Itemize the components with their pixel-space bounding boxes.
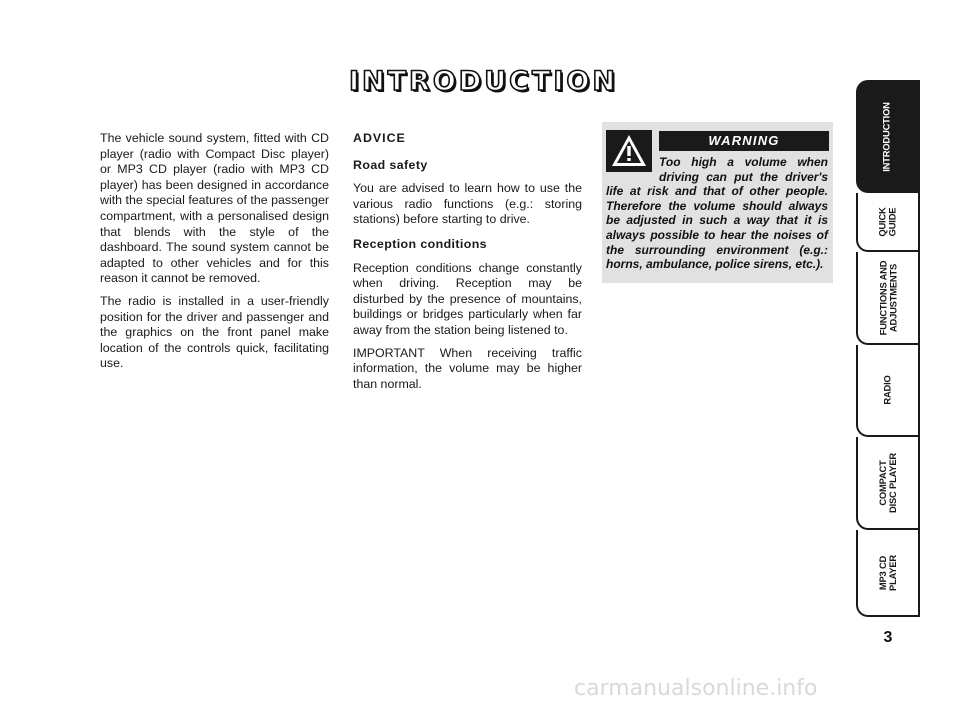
tab-mp3-cd-player[interactable] xyxy=(856,530,918,617)
tab-rail xyxy=(918,80,920,617)
warning-box xyxy=(602,122,833,283)
watermark: carmanualsonline.info xyxy=(574,676,818,701)
page-number: 3 xyxy=(883,629,893,646)
tab-label: RADIO xyxy=(882,375,893,405)
page-title: INTRODUCTION xyxy=(349,66,618,97)
tab-label: COMPACT DISC PLAYER xyxy=(877,452,898,513)
tab-compact-disc-player[interactable] xyxy=(856,437,918,530)
tab-quick-guide[interactable] xyxy=(856,193,918,252)
advice-heading: ADVICE xyxy=(353,131,406,145)
road-safety-heading: Road safety xyxy=(353,157,428,172)
warning-text-block xyxy=(606,155,828,272)
tab-label: INTRODUCTION xyxy=(881,101,893,172)
warning-label: WARNING xyxy=(659,131,829,151)
important-note: IMPORTANT When receiving traffic information, the volume may be higher than normal. xyxy=(353,345,582,391)
advice-column xyxy=(353,131,582,399)
tab-introduction[interactable] xyxy=(856,80,918,193)
tab-radio[interactable] xyxy=(856,345,918,437)
intro-column xyxy=(100,131,329,379)
paragraph: The vehicle sound system, fitted with CD player (radio with Compact Disc player) or MP3 CD player (radio with MP3 CD player) has been designed in accordance with the special features of the passenger compartment, with a personalised design that blends with the style of the dashboard. The sound system cannot be adapted to other vehicles and for this reason it cannot be removed. xyxy=(100,131,329,286)
tab-label: QUICK GUIDE xyxy=(877,206,898,237)
reception-text: Reception conditions change constantly when driving. Reception may be disturbed by the presence of mountains, buildings or bridges particularly when far away from the station being listened to. xyxy=(353,260,582,337)
tab-label: MP3 CD PLAYER xyxy=(877,554,898,591)
paragraph: The radio is installed in a user-friendly position for the driver and passenger and the graphics on the front panel make location of the controls quick, facilitating use. xyxy=(100,293,329,371)
tab-label: FUNCTIONS AND ADJUSTMENTS xyxy=(877,260,898,335)
reception-heading: Reception conditions xyxy=(353,236,487,251)
warning-text: Too high a volume when driving can put the driver's life at risk and that of other people. Therefore the volume should always be adjusted in such a way that it is always possible to hear the noises of the surrounding environment (e.g.: horns, ambulance, police sirens, etc.). xyxy=(606,155,828,272)
road-safety-text: You are advised to learn how to use the various radio functions (e.g.: storing stations) before starting to drive. xyxy=(353,181,582,227)
tab-functions-adjustments[interactable] xyxy=(856,252,918,345)
